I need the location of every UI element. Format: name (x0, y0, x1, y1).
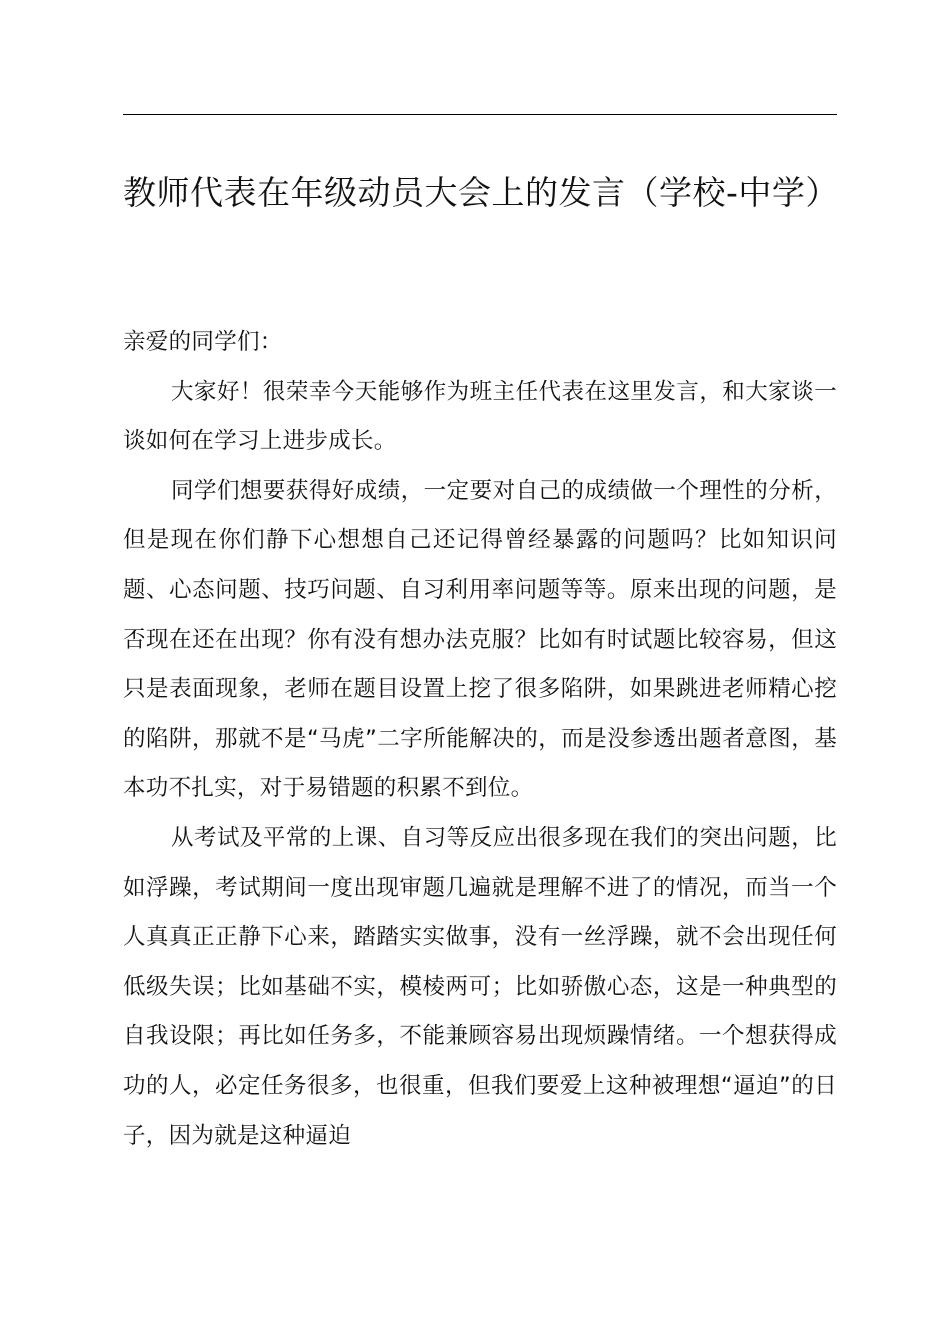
paragraph-3: 从考试及平常的上课、自习等反应出很多现在我们的突出问题，比如浮躁，考试期间一度出现审题几遍就是理解不进了的情况，而当一个人真真正正静下心来，踏踏实实做事，没有一丝浮躁，就不会出现任何低级失误；比如基础不实，模棱两可；比如骄傲心态，这是一种典型的自我设限；再比如任务多，不能兼顾容易出现烦躁情绪。一个想获得成功的人，必定任务很多，也很重，但我们要爱上这种被理想“逼迫”的日子，因为就是这种逼迫 (123, 824, 837, 1149)
paragraph-1: 大家好！很荣幸今天能够作为班主任代表在这里发言，和大家谈一谈如何在学习上进步成长。 (123, 378, 837, 455)
document-title: 教师代表在年级动员大会上的发言（学校-中学） (123, 173, 839, 212)
paragraph-2: 同学们想要获得好成绩，一定要对自己的成绩做一个理性的分析，但是现在你们静下心想想自己还记得曾经暴露的问题吗？比如知识问题、心态问题、技巧问题、自习利用率问题等等。原来出现的问题，是否现在还在出现？你有没有想办法克服？比如有时试题比较容易，但这只是表面现象，老师在题目设置上挖了很多陷阱，如果跳进老师精心挖的陷阱，那就不是“马虎”二字所能解决的，而是没参透出题者意图，基本功不扎实，对于易错题的积累不到位。 (123, 477, 837, 802)
document-body (123, 318, 837, 1161)
salutation: 亲爱的同学们： (123, 329, 283, 355)
header-rule (123, 114, 837, 115)
